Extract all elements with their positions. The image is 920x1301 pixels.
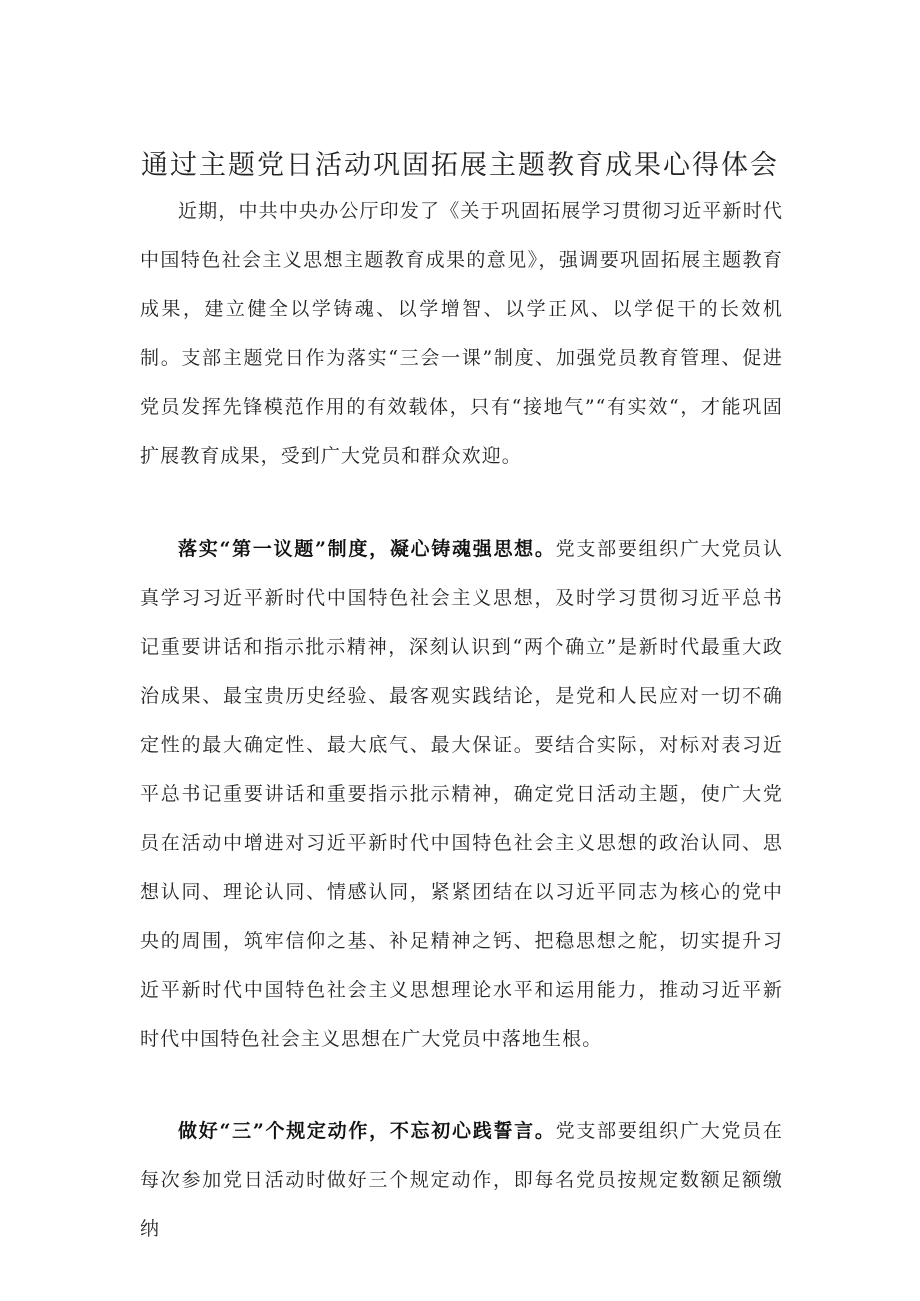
paragraph-first-topic	[140, 525, 783, 1064]
document-title: 通过主题党日活动巩固拓展主题教育成果心得体会	[141, 150, 779, 181]
paragraph-intro-text: 近期，中共中央办公厅印发了《关于巩固拓展学习贯彻习近平新时代中国特色社会主义思想主题教育成果的意见》，强调要巩固拓展主题教育成果，建立健全以学铸魂、以学增智、以学正风、以学促干的长效机制。支部主题党日作为落实“三会一课”制度、加强党员教育管理、促进党员发挥先锋模范作用的有效载体，只有“接地气”“有实效“，才能巩固扩展教育成果，受到广大党员和群众欢迎。	[140, 200, 783, 467]
paragraph-first-topic-heading: 落实“第一议题”制度，凝心铸魂强思想。	[178, 538, 556, 560]
paragraph-three-actions-text: 党支部要组织广大党员在每次参加党日活动时做好三个规定动作，即每名党员按规定数额足额缴纳	[140, 1120, 783, 1240]
paragraph-intro	[140, 187, 783, 481]
paragraph-first-topic-text: 党支部要组织广大党员认真学习习近平新时代中国特色社会主义思想，及时学习贯彻习近平总书记重要讲话和指示批示精神，深刻认识到“两个确立”是新时代最重大政治成果、最宝贵历史经验、最客观实践结论，是党和人民应对一切不确定性的最大确定性、最大底气、最大保证。要结合实际，对标对表习近平总书记重要讲话和重要指示批示精神，确定党日活动主题，使广大党员在活动中增进对习近平新时代中国特色社会主义思想的政治认同、思想认同、理论认同、情感认同，紧紧团结在以习近平同志为核心的党中央的周围，筑牢信仰之基、补足精神之钙、把稳思想之舵，切实提升习近平新时代中国特色社会主义思想理论水平和运用能力，推动习近平新时代中国特色社会主义思想在广大党员中落地生根。	[140, 538, 783, 1050]
paragraph-three-actions	[140, 1107, 783, 1254]
paragraph-three-actions-heading: 做好“三”个规定动作，不忘初心践誓言。	[178, 1120, 556, 1142]
